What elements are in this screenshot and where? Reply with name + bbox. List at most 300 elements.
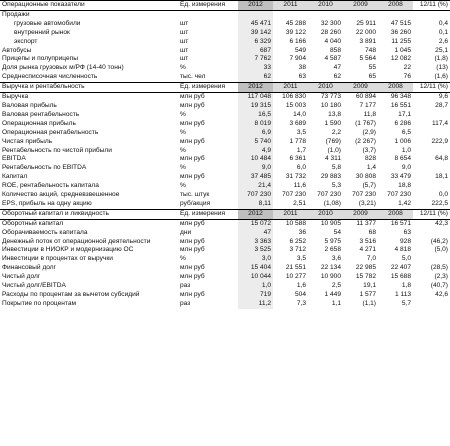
value-cell: 4 818 — [394, 246, 411, 254]
change-cell — [413, 300, 450, 309]
row-label: Капитал — [2, 173, 28, 181]
value-cell: 47 — [238, 229, 273, 238]
change-cell: 18,1 — [435, 173, 448, 181]
value-cell: 117 048 — [238, 93, 273, 102]
row-label: Оборотный капитал — [2, 219, 64, 227]
value-cell: 707 230 — [282, 191, 306, 199]
value-cell: 707 230 — [387, 191, 411, 199]
value-cell: 28 260 — [320, 28, 341, 36]
value-cell: 73 773 — [320, 93, 341, 101]
value-cell: 39 122 — [285, 28, 306, 36]
row-unit: млн руб — [180, 273, 205, 281]
table-row — [0, 155, 450, 164]
section-header — [0, 83, 450, 93]
value-cell: 47 — [333, 64, 341, 72]
change-cell: (28,5) — [430, 264, 448, 272]
section-header — [0, 209, 450, 219]
year-header: 2008 — [378, 83, 413, 93]
value-cell: 10 588 — [285, 219, 306, 227]
row-label: Рентабельность по чистой прибыли — [2, 146, 112, 154]
change-cell — [413, 229, 450, 238]
unit-header: Ед. измерения — [178, 83, 238, 93]
value-cell: 1,42 — [398, 199, 411, 207]
value-cell: 7 177 — [359, 101, 376, 109]
value-cell: 928 — [399, 237, 411, 245]
table-row — [0, 191, 450, 200]
change-cell: (5,0) — [434, 246, 448, 254]
value-cell: 5 740 — [238, 138, 273, 147]
value-cell: 38 — [298, 64, 306, 72]
value-cell: (2 267) — [355, 137, 376, 145]
table-row — [0, 93, 450, 102]
value-cell: 687 — [238, 47, 273, 56]
value-cell: 8 654 — [394, 155, 411, 163]
change-cell: 222,5 — [431, 199, 448, 207]
value-cell: 1 045 — [394, 46, 411, 54]
change-cell: 2,6 — [438, 37, 448, 45]
row-label: Валовая рентабельность — [2, 110, 80, 118]
value-cell: 15 782 — [355, 273, 376, 281]
value-cell: 9,0 — [238, 164, 273, 173]
value-cell: 62 — [238, 73, 273, 82]
change-cell: (1,6) — [434, 73, 448, 81]
value-cell: 828 — [364, 155, 376, 163]
value-cell — [343, 10, 378, 19]
value-cell: 60 894 — [355, 93, 376, 101]
value-cell: 1 778 — [289, 137, 306, 145]
value-cell: 5,3 — [331, 182, 341, 190]
value-cell: 1,0 — [238, 282, 273, 291]
table-row — [0, 246, 450, 255]
row-label: Расходы по процентам за вычетом субсидий — [2, 291, 140, 298]
value-cell: 7,0 — [366, 255, 376, 263]
row-unit: млн руб — [180, 246, 205, 254]
value-cell: 6 252 — [289, 237, 306, 245]
value-cell: (2,9) — [362, 128, 376, 136]
row-unit: шт — [180, 19, 189, 27]
value-cell: 30 808 — [355, 173, 376, 181]
row-unit: млн руб — [180, 237, 205, 245]
value-cell: 16,5 — [238, 111, 273, 120]
change-cell: (1,8) — [434, 55, 448, 63]
table-row — [0, 238, 450, 247]
value-cell — [238, 10, 273, 19]
section-title: Операционные показатели — [0, 1, 178, 11]
year-header: 2010 — [308, 83, 343, 93]
value-cell: 16 571 — [390, 219, 411, 227]
year-header: 2008 — [378, 1, 413, 11]
table-row — [0, 64, 450, 73]
value-cell: 3 516 — [359, 237, 376, 245]
value-cell: 3 712 — [289, 246, 306, 254]
year-header: 2012 — [238, 1, 273, 11]
change-cell: 222,9 — [431, 137, 448, 145]
section-title: Оборотный капитал и ликвидность — [0, 209, 178, 219]
table-row — [0, 173, 450, 182]
value-cell: 2,2 — [331, 128, 341, 136]
value-cell: 12 082 — [390, 55, 411, 63]
value-cell: 19 315 — [238, 102, 273, 111]
row-unit: раз — [180, 299, 191, 307]
value-cell: 21,4 — [238, 182, 273, 191]
row-label: Денежный поток от операционной деятельности — [2, 237, 151, 245]
row-unit: % — [180, 146, 186, 154]
value-cell: (3,7) — [362, 146, 376, 154]
value-cell — [308, 10, 343, 19]
value-cell: 33 — [238, 64, 273, 73]
value-cell: 15 003 — [285, 101, 306, 109]
value-cell: 36 — [298, 228, 306, 236]
value-cell — [378, 10, 413, 19]
change-cell — [413, 129, 450, 138]
value-cell: 106 830 — [282, 93, 306, 101]
row-label: Продажи — [2, 10, 30, 18]
row-label: Оборачиваемость капитала — [2, 228, 88, 236]
change-cell: 9,6 — [438, 93, 448, 101]
value-cell: (1,0) — [327, 146, 341, 154]
section-header — [0, 1, 450, 11]
value-cell: 5,0 — [401, 255, 411, 263]
change-cell — [413, 147, 450, 156]
value-cell: 4 040 — [324, 37, 341, 45]
change-cell: 0,1 — [438, 28, 448, 36]
value-cell: 15 404 — [238, 264, 273, 273]
change-cell: (40,7) — [430, 282, 448, 290]
value-cell: (769) — [325, 137, 341, 145]
value-cell: 1 590 — [324, 119, 341, 127]
value-cell: 2,5 — [331, 282, 341, 290]
value-cell: 47 515 — [390, 19, 411, 27]
value-cell: 45 471 — [238, 20, 273, 29]
value-cell: 4,9 — [238, 147, 273, 156]
value-cell: 4 587 — [324, 55, 341, 63]
change-cell — [413, 164, 450, 173]
row-label: Операционная прибыль — [2, 119, 76, 127]
value-cell: 7,3 — [296, 299, 306, 307]
row-unit: млн руб — [180, 93, 205, 101]
change-cell — [413, 111, 450, 120]
row-unit: % — [180, 110, 186, 118]
value-cell: 3 689 — [289, 119, 306, 127]
value-cell: 29 883 — [320, 173, 341, 181]
value-cell: 76 — [403, 73, 411, 81]
table-row — [0, 229, 450, 238]
value-cell: 748 — [364, 46, 376, 54]
row-unit: млн руб — [180, 119, 205, 127]
value-cell: 719 — [238, 291, 273, 300]
year-header: 2009 — [343, 209, 378, 219]
row-label: Чистый долг — [2, 273, 41, 281]
value-cell: 7 762 — [238, 55, 273, 64]
value-cell: (1 767) — [355, 119, 376, 127]
row-unit: млн руб — [180, 173, 205, 181]
row-label: Рентабельность по EBITDA — [2, 164, 87, 172]
row-label: Чистая прибыль — [2, 137, 53, 145]
section-title: Выручка и рентабельность — [0, 83, 178, 93]
year-header: 2008 — [378, 209, 413, 219]
row-label: экспорт — [14, 37, 38, 45]
row-unit: шт — [180, 46, 189, 54]
value-cell: 17,1 — [398, 110, 411, 118]
value-cell: 16 551 — [390, 101, 411, 109]
row-label: Количество акций, средневзвешенное — [2, 191, 120, 199]
value-cell: 11 255 — [391, 37, 411, 45]
row-label: внутренний рынок — [14, 28, 70, 36]
value-cell: 10 277 — [285, 273, 306, 281]
value-cell: 858 — [329, 46, 341, 54]
value-cell: 5,7 — [401, 299, 411, 307]
table-row — [0, 38, 450, 47]
value-cell: 6 361 — [289, 155, 306, 163]
row-unit: раз — [180, 282, 191, 290]
value-cell: 1,8 — [401, 282, 411, 290]
value-cell: 1,0 — [401, 146, 411, 154]
row-unit: млн руб — [180, 155, 205, 163]
unit-header: Ед. измерения — [178, 1, 238, 11]
value-cell: 25 911 — [356, 19, 376, 27]
value-cell: 63 — [298, 73, 306, 81]
value-cell: 36 260 — [390, 28, 411, 36]
row-unit: тыс. штук — [180, 191, 210, 199]
change-cell: 64,8 — [435, 155, 448, 163]
value-cell: 22 000 — [355, 28, 376, 36]
table-row — [0, 20, 450, 29]
change-header: 12/11 (%) — [413, 83, 450, 93]
value-cell: 37 485 — [238, 173, 273, 182]
change-cell — [413, 10, 450, 19]
year-header: 2010 — [308, 1, 343, 11]
table-row — [0, 138, 450, 147]
value-cell: 3 891 — [359, 37, 376, 45]
value-cell: 10 905 — [320, 219, 341, 227]
value-cell: 4 311 — [324, 155, 341, 163]
row-unit: млн руб — [180, 264, 205, 272]
change-cell: 0,4 — [438, 19, 448, 27]
row-label: Доля рынка грузовых м/РФ (14-40 тонн) — [2, 64, 124, 72]
row-unit: млн руб — [180, 291, 205, 298]
value-cell: 22 407 — [390, 264, 411, 272]
value-cell: 31 732 — [285, 173, 306, 181]
value-cell: (3,21) — [358, 199, 376, 207]
value-cell: 15 072 — [238, 219, 273, 228]
value-cell: 1 113 — [394, 291, 411, 298]
table-row — [0, 291, 450, 300]
value-cell: 707 230 — [238, 191, 273, 200]
row-label: Прицепы и полуприцепы — [2, 55, 78, 63]
value-cell: 707 230 — [317, 191, 341, 199]
row-label: ROE, рентабельность капитала — [2, 182, 99, 190]
change-cell — [413, 255, 450, 264]
table-row — [0, 55, 450, 64]
value-cell: 13,8 — [328, 110, 341, 118]
value-cell: 19,1 — [363, 282, 376, 290]
row-label: Автобусы — [2, 46, 32, 54]
table-row — [0, 219, 450, 228]
row-label: EBITDA — [2, 155, 26, 163]
value-cell: 22 985 — [355, 264, 376, 272]
value-cell: 68 — [368, 228, 376, 236]
value-cell: 65 — [368, 73, 376, 81]
table-row — [0, 10, 450, 19]
value-cell: 62 — [333, 73, 341, 81]
value-cell: 10 044 — [238, 273, 273, 282]
change-cell: 28,7 — [435, 101, 448, 109]
value-cell: 2 658 — [324, 246, 341, 254]
value-cell: 5 564 — [359, 55, 376, 63]
value-cell: 504 — [294, 291, 306, 298]
row-unit: млн руб — [180, 101, 205, 109]
value-cell: 10 180 — [320, 101, 341, 109]
value-cell: 63 — [403, 228, 411, 236]
table-row — [0, 264, 450, 273]
change-cell: 42,6 — [435, 291, 448, 298]
value-cell: 8 019 — [238, 120, 273, 129]
value-cell: 22 — [403, 64, 411, 72]
value-cell: 5 975 — [324, 237, 341, 245]
value-cell: 707 230 — [352, 191, 376, 199]
row-unit: % — [180, 64, 186, 72]
change-cell: 117,4 — [431, 119, 448, 127]
value-cell: (1,1) — [362, 299, 376, 307]
value-cell: 3,5 — [296, 255, 306, 263]
value-cell: 33 479 — [390, 173, 411, 181]
table-row — [0, 147, 450, 156]
change-header: 12/11 (%) — [413, 1, 450, 11]
row-unit: % — [180, 255, 186, 263]
value-cell: 32 300 — [320, 19, 341, 27]
value-cell: (5,7) — [362, 182, 376, 190]
table-row — [0, 182, 450, 191]
row-unit: шт — [180, 37, 189, 45]
row-label: Чистый долг/EBITDA — [2, 282, 66, 290]
value-cell: 11 377 — [356, 219, 376, 227]
value-cell: 4 271 — [359, 246, 376, 254]
row-unit: % — [180, 128, 186, 136]
value-cell: 9,0 — [401, 164, 411, 172]
row-unit: дни — [180, 228, 192, 236]
unit-header: Ед. измерения — [178, 209, 238, 219]
table-row — [0, 47, 450, 56]
change-cell — [413, 182, 450, 191]
value-cell: 6 166 — [289, 37, 306, 45]
row-label: Финансовый долг — [2, 264, 57, 272]
value-cell: 549 — [294, 46, 306, 54]
value-cell: 55 — [368, 64, 376, 72]
value-cell: 11,6 — [293, 182, 306, 190]
row-unit: % — [180, 164, 186, 172]
row-label: EPS, прибыль на одну акцию — [2, 199, 92, 207]
value-cell: 6 329 — [238, 38, 273, 47]
value-cell: 2,51 — [293, 199, 306, 207]
row-label: Валовая прибыль — [2, 101, 57, 109]
value-cell: 3,0 — [238, 255, 273, 264]
value-cell: 45 288 — [285, 19, 306, 27]
row-unit: шт — [180, 55, 189, 63]
change-header: 12/11 (%) — [413, 209, 450, 219]
value-cell: 1 006 — [394, 137, 411, 145]
value-cell: 39 142 — [238, 29, 273, 38]
value-cell: 54 — [333, 228, 341, 236]
value-cell: 1,1 — [331, 299, 341, 307]
change-cell: 0,0 — [438, 191, 448, 199]
year-header: 2009 — [343, 1, 378, 11]
value-cell: 6,0 — [296, 164, 306, 172]
value-cell: 10 484 — [238, 155, 273, 164]
value-cell — [273, 10, 308, 19]
value-cell: 11,8 — [363, 110, 376, 118]
table-row — [0, 255, 450, 264]
year-header: 2009 — [343, 83, 378, 93]
row-unit: млн руб — [180, 137, 205, 145]
value-cell: 8,11 — [238, 200, 273, 209]
value-cell: 96 348 — [390, 93, 411, 101]
year-header: 2011 — [273, 209, 308, 219]
table-row — [0, 102, 450, 111]
row-unit: млн руб — [180, 219, 205, 227]
row-label: Инвестиции в процентах от выручки — [2, 255, 113, 263]
value-cell: 11,2 — [238, 300, 273, 309]
row-label: Операционная рентабельность — [2, 128, 99, 136]
value-cell: 14,0 — [293, 110, 306, 118]
value-cell: 5,8 — [331, 164, 341, 172]
table-row — [0, 300, 450, 309]
row-label: Покрытие по процентам — [2, 299, 77, 307]
value-cell: 1 577 — [359, 291, 376, 298]
table-row — [0, 29, 450, 38]
row-unit: руб/акция — [180, 199, 211, 207]
value-cell: 6 286 — [394, 119, 411, 127]
value-cell: 1 449 — [324, 291, 341, 298]
value-cell: 18,8 — [398, 182, 411, 190]
value-cell: 3 363 — [238, 238, 273, 247]
table-row — [0, 200, 450, 209]
value-cell: 1,4 — [366, 164, 376, 172]
value-cell: 3,6 — [331, 255, 341, 263]
table-row — [0, 120, 450, 129]
row-label: Инвестиции в НИОКР и модернизацию ОС — [2, 246, 134, 254]
row-unit — [178, 10, 238, 19]
row-unit: % — [180, 182, 186, 190]
year-header: 2012 — [238, 209, 273, 219]
change-cell: 25,1 — [435, 46, 448, 54]
change-cell: 42,3 — [435, 219, 448, 227]
change-cell: (2,3) — [434, 273, 448, 281]
year-header: 2010 — [308, 209, 343, 219]
change-cell: (13) — [436, 64, 448, 72]
value-cell: 6,9 — [238, 129, 273, 138]
table-row — [0, 111, 450, 120]
value-cell: 6,5 — [401, 128, 411, 136]
value-cell: 1,6 — [296, 282, 306, 290]
value-cell: 7 904 — [289, 55, 306, 63]
row-label: грузовые автомобили — [14, 19, 81, 27]
value-cell: 15 688 — [390, 273, 411, 281]
value-cell: 21 551 — [285, 264, 306, 272]
table-row — [0, 282, 450, 291]
value-cell: 1,7 — [296, 146, 306, 154]
year-header: 2011 — [273, 83, 308, 93]
table-row — [0, 129, 450, 138]
row-label: Среднесписочная численность — [2, 73, 98, 81]
table-row — [0, 73, 450, 82]
year-header: 2012 — [238, 83, 273, 93]
row-unit: тыс. чел — [180, 73, 206, 81]
value-cell: 22 134 — [320, 264, 341, 272]
row-label: Выручка — [2, 93, 29, 101]
year-header: 2011 — [273, 1, 308, 11]
value-cell: 3 525 — [238, 246, 273, 255]
value-cell: (1,08) — [323, 199, 341, 207]
